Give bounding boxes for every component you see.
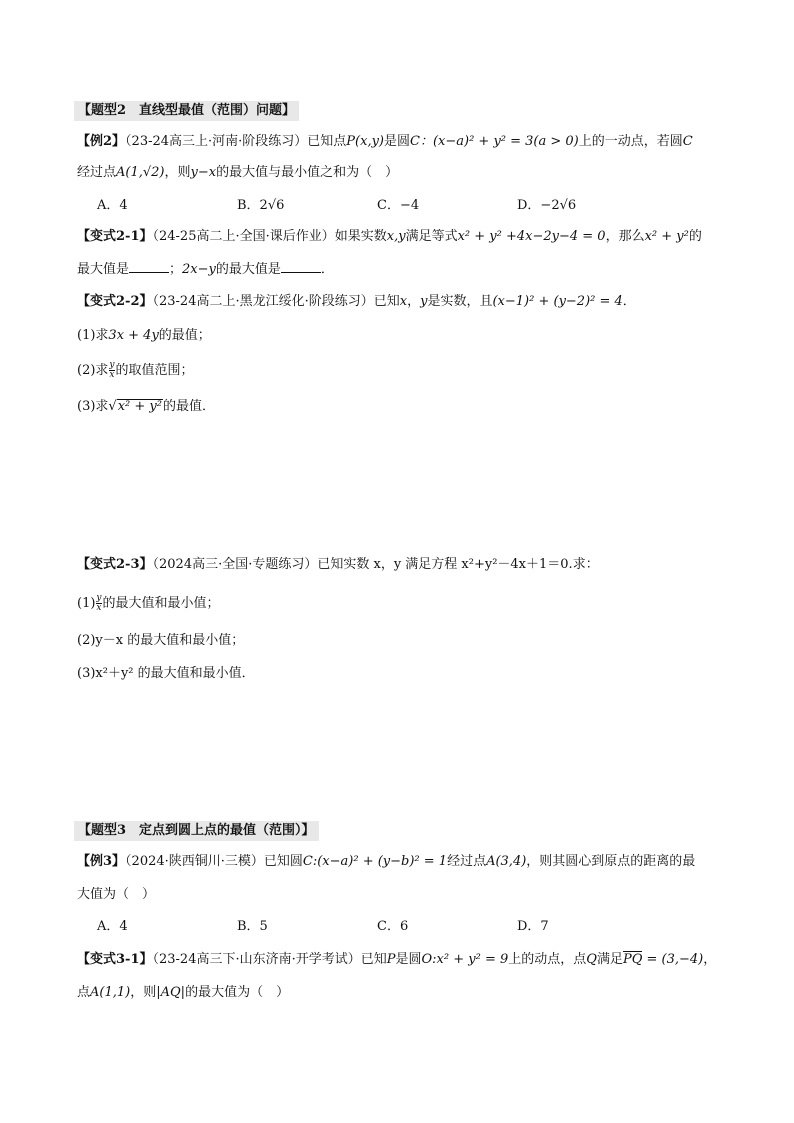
variant-2-3-q3: (3)x²＋y² 的最大值和最小值． bbox=[77, 666, 255, 681]
example-3-line-2: 大值为（ ） bbox=[77, 887, 156, 902]
fraction-y-over-x: $\frac{y}{x}$ bbox=[109, 360, 115, 380]
option-b[interactable]: B．5 bbox=[237, 919, 268, 934]
section-heading-2: 【题型2 直线型最值（范围）问题】 bbox=[74, 101, 299, 121]
example-2-options bbox=[97, 197, 576, 215]
variant-tag: 【变式2-2】 bbox=[77, 294, 153, 309]
variant-2-2-q1: (1)求3x + 4y的最值； bbox=[77, 328, 211, 343]
example-2-line-2: 经过点A(1,√2)，则y−x的最大值与最小值之和为（ ） bbox=[77, 165, 399, 180]
blank-answer-2[interactable] bbox=[281, 260, 321, 273]
variant-2-2-q3: (3)求√x² + y²的最值． bbox=[77, 399, 215, 414]
option-c[interactable]: C．−4 bbox=[377, 198, 420, 213]
variant-3-1-line-2: 点A(1,1)，则|AQ|的最大值为（ ） bbox=[77, 985, 290, 1000]
variant-2-3-q2: (2)y－x 的最大值和最小值； bbox=[77, 633, 245, 648]
variant-tag: 【变式3-1】 bbox=[77, 952, 153, 967]
example-tag: 【例3】 bbox=[77, 854, 126, 869]
variant-2-1-line-1: 【变式2-1】（24-25高二上·全国·课后作业）如果实数x,y满足等式x² + y² +4x−2y−4 = 0，那么x² + y²的 bbox=[77, 229, 702, 244]
example-3-options bbox=[97, 918, 549, 936]
variant-2-2-q2: (2)求 $\frac{y}{x}$ 的取值范围； bbox=[77, 360, 194, 380]
variant-3-1-line-1: 【变式3-1】（23-24高三下·山东济南·开学考试）已知P是圆O:x² + y² = 9上的动点，点Q满足PQ = (3,−4)， bbox=[77, 952, 717, 967]
option-d[interactable]: D．−2√6 bbox=[517, 198, 577, 213]
fraction-y-over-x: $\frac{y}{x}$ bbox=[96, 593, 102, 613]
variant-tag: 【变式2-1】 bbox=[77, 229, 153, 244]
blank-answer-1[interactable] bbox=[129, 260, 169, 273]
variant-2-2-line-1: 【变式2-2】（23-24高二上·黑龙江绥化·阶段练习）已知x，y是实数，且(x−1)² + (y−2)² = 4． bbox=[77, 294, 636, 309]
example-2-line-1: 【例2】（23-24高三上·河南·阶段练习）已知点P(x,y)是圆C：(x−a)² + y² = 3(a > 0)上的一动点，若圆C bbox=[77, 134, 693, 149]
option-d[interactable]: D．7 bbox=[517, 919, 549, 934]
variant-2-1-line-2: 最大值是 ；2x−y的最大值是 ． bbox=[77, 262, 334, 277]
option-a[interactable]: A．4 bbox=[97, 198, 128, 213]
example-tag: 【例2】 bbox=[77, 134, 126, 149]
variant-tag: 【变式2-3】 bbox=[77, 557, 153, 572]
section-heading-3: 【题型3 定点到圆上点的最值（范围）】 bbox=[74, 821, 319, 841]
variant-2-3-q1: (1) $\frac{y}{x}$ 的最大值和最小值； bbox=[77, 593, 220, 613]
example-3-line-1: 【例3】（2024·陕西铜川·三模）已知圆C:(x−a)² + (y−b)² = 1经过点A(3,4)，则其圆心到原点的距离的最 bbox=[77, 854, 696, 869]
option-b[interactable]: B．2√6 bbox=[237, 198, 285, 213]
variant-2-3-line-1: 【变式2-3】（2024高三·全国·专题练习）已知实数 x，y 满足方程 x²+y²－4x＋1＝0.求： bbox=[77, 557, 599, 572]
vector-pq: PQ bbox=[622, 952, 643, 967]
option-a[interactable]: A．4 bbox=[97, 919, 128, 934]
sqrt-icon: √ bbox=[108, 399, 117, 414]
option-c[interactable]: C．6 bbox=[377, 919, 409, 934]
